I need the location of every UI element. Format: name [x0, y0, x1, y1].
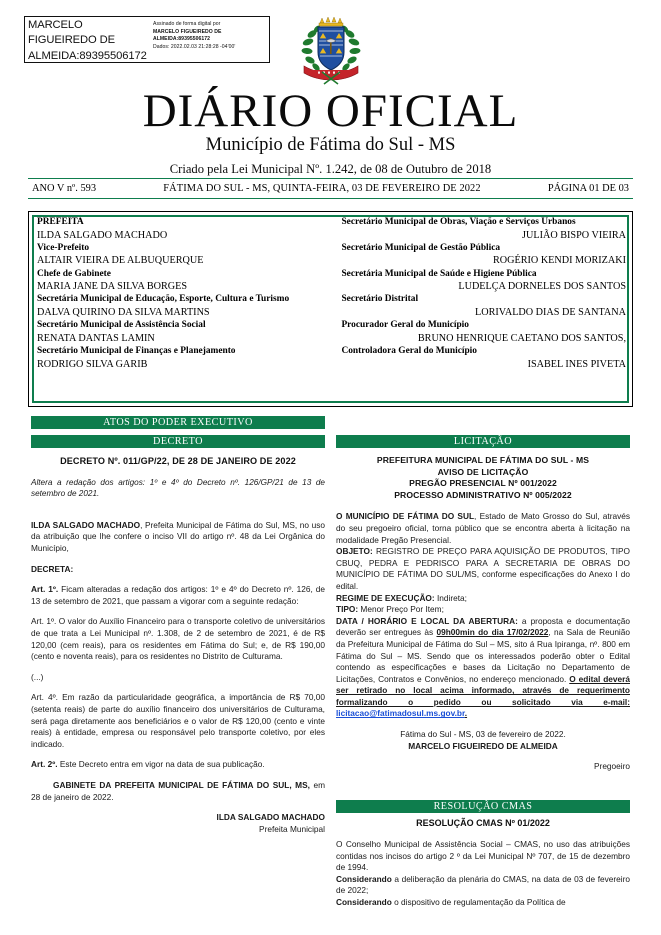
- bidding-regime: [336, 593, 630, 605]
- official-role: Secretária Municipal de Educação, Esporte, Cultura e Turismo: [37, 294, 290, 305]
- decree-article-1-quote: Art. 1º. O valor do Auxílio Financeiro para o transporte coletivo de universitários de que trata a Lei Municipal nº. 1.308, de 2 de setembro de 2021, é de R$ 120,00 (cem reais), para os residentes em Fátima do Sul; e, de R$ 190,00 (cento e noventa reais), para os residentes no Distrito de Culturama.: [31, 616, 325, 662]
- regime-label: REGIME DE EXECUÇÃO:: [336, 592, 435, 603]
- officials-column-left: [37, 216, 325, 402]
- resolution-heading: RESOLUÇÃO CMAS Nº 01/2022: [416, 818, 550, 828]
- decree-signer-role: Prefeita Municipal: [259, 823, 325, 834]
- decree-heading: DECRETO Nº. 011/GP/22, DE 28 DE JANEIRO DE 2022: [60, 456, 296, 466]
- signature-meta-line2: MARCELO FIGUEIREDO DE: [153, 28, 222, 35]
- decree-authority-rest: , Prefeita Municipal de Fátima do Sul, MS, no uso da atribuição que lhe confere o inciso VII do artigo nº. 48 da Lei Orgânica do Município,: [31, 519, 325, 553]
- signature-meta-line1: Assinado de forma digital por: [153, 21, 221, 27]
- decree-preamble: Altera a redação dos artigos: 1º e 4º do Decreto nº. 126/GP/21 de 13 de setembro de 2021.: [31, 478, 325, 499]
- resolution-considerando-2: Considerando o dispositivo de regulamentação da Política de: [336, 896, 566, 907]
- bidding-email-link[interactable]: licitacao@fatimadosul.ms.gov.br: [336, 708, 465, 719]
- official-person: ILDA SALGADO MACHADO: [37, 229, 168, 241]
- bidding-head-line2: AVISO DE LICITAÇÃO: [437, 466, 529, 477]
- signature-metadata: [151, 17, 269, 62]
- decree-signer-name: ILDA SALGADO MACHADO: [216, 812, 325, 823]
- email-period: .: [464, 708, 468, 719]
- official-person: JULIÃO BISPO VIEIRA: [522, 229, 626, 241]
- official-person: LORIVALDO DIAS DE SANTANA: [475, 306, 626, 318]
- bidding-head-line4: PROCESSO ADMINISTRATIVO Nº 005/2022: [394, 489, 572, 500]
- decree-article-1: [31, 584, 325, 607]
- section-bar-licitacao: LICITAÇÃO: [336, 435, 630, 448]
- bidding-objeto: [336, 546, 630, 592]
- coat-of-arms-icon: [298, 14, 364, 88]
- cabinet-bold: GABINETE DA PREFEITA MUNICIPAL DE FÁTIMA DO SUL, MS,: [53, 779, 310, 790]
- decree-authority-name: ILDA SALGADO MACHADO: [31, 519, 141, 530]
- section-bar-atos-poder-executivo: ATOS DO PODER EXECUTIVO: [31, 416, 325, 429]
- right-column: [336, 455, 630, 783]
- objeto-label: OBJETO:: [336, 546, 373, 557]
- official-person: MARIA JANE DA SILVA BORGES: [37, 281, 188, 293]
- official-person: DALVA QUIRINO DA SILVA MARTINS: [37, 306, 210, 318]
- bidding-entity: [336, 511, 630, 546]
- issue-page-number: PÁGINA 01 DE 03: [547, 183, 629, 194]
- official-person: BRUNO HENRIQUE CAETANO DOS SANTOS,: [417, 332, 626, 344]
- data-text-a: a proposta e documentação deverão ser entregues às: [336, 615, 630, 638]
- bidding-entity-bold: O MUNICÍPIO DE FÁTIMA DO SUL: [336, 511, 475, 522]
- resolution-considerando-1: Considerando a deliberação da plenária do CMAS, na data de 03 de fevereiro de 2022;: [336, 873, 630, 896]
- officials-box: [28, 211, 633, 407]
- bidding-head-line1: PREFEITURA MUNICIPAL DE FÁTIMA DO SUL - MS: [376, 455, 590, 465]
- masthead-subtitle: Município de Fátima do Sul - MS: [205, 135, 456, 155]
- left-column: [31, 455, 325, 835]
- official-role: Secretário Municipal de Assistência Social: [37, 320, 206, 331]
- bidding-heading: [336, 455, 630, 501]
- decree-decreta-label: DECRETA:: [31, 563, 74, 574]
- cabinet-rest: em 28 de janeiro de 2022.: [31, 779, 326, 802]
- section-bar-decreto: DECRETO: [31, 435, 325, 448]
- art1-label: Art. 1º.: [31, 584, 59, 595]
- signature-name: MARCELO FIGUEIREDO DE ALMEIDA:89395506172: [28, 19, 147, 62]
- official-role: Secretária Municipal de Saúde e Higiene Pública: [341, 268, 537, 279]
- bidding-signer-name: MARCELO FIGUEIREDO DE ALMEIDA: [408, 740, 558, 751]
- digital-signature-stamp: [24, 16, 270, 63]
- official-person: ISABEL INES PIVETA: [527, 358, 626, 370]
- official-person: LUDELÇA DORNELES DOS SANTOS: [458, 281, 626, 293]
- official-role: Secretário Municipal de Finanças e Planejamento: [37, 345, 236, 356]
- decree-signature-block: [31, 812, 325, 835]
- masthead-law-line: Criado pela Lei Municipal Nº. 1.242, de 08 de Outubro de 2018: [169, 162, 492, 176]
- official-person: ALTAIR VIEIRA DE ALBUQUERQUE: [37, 255, 204, 267]
- bidding-entity-rest: , Estado de Mato Grosso do Sul, através do seu pregoeiro oficial, torna público que se encontra aberta à licitação na modalidade Pregão Presencial.: [336, 511, 630, 545]
- official-role: Secretário Municipal de Obras, Viação e Serviços Urbanos: [341, 217, 576, 227]
- edital-notice: O edital deverá ser retirado no local acima informado, através de requerimento formalizando o pedido ou solicitado via e-mail:: [336, 673, 630, 707]
- bidding-tipo: [336, 604, 630, 616]
- issue-year-number: ANO V nº. 593: [32, 183, 97, 194]
- data-text-b: , na Sala de Reunião da Prefeitura Municipal de Fátima do Sul – MS, sito á Rua Ipiranga, nº. 800 em Fátima do Sul – MS. Sendo que os interessados poderão obter o Edital contendo as especificações e bases da Licitação no Departamento de Licitações, Contratos e Convênios, no endereço mencionado.: [336, 627, 631, 684]
- art2-text: Este Decreto entra em vigor na data de sua publicação.: [57, 759, 265, 770]
- issue-place-date: FÁTIMA DO SUL - MS, QUINTA-FEIRA, 03 DE FEVEREIRO DE 2022: [163, 183, 481, 194]
- bidding-place-date: Fátima do Sul - MS, 03 de fevereiro de 2022.: [400, 729, 566, 740]
- art2-label: Art. 2º.: [31, 759, 58, 770]
- resolution-body: O Conselho Municipal de Assistência Social – CMAS, no uso das atribuições contidas nos incisos do artigo 2 º da Lei Municipal Nº 707, de 15 de dezembro de 1994.: [336, 839, 630, 873]
- official-person: RODRIGO SILVA GARIB: [37, 358, 148, 370]
- signature-meta-line4: Dados: 2022.02.03 21:28:28 -04'00': [153, 43, 236, 50]
- official-person: ROGÉRIO KENDI MORIZAKI: [493, 255, 626, 267]
- issue-bar: [28, 178, 633, 199]
- decree-article-4-quote: Art. 4º. Em razão da particularidade geográfica, a importância de R$ 70,00 (setenta reais) de parte do auxílio financeiro dos universitários de Culturama, será paga diretamente aos beneficiários e o valor de R$ 120,00 (cento e vinte reais) à entidade, empresa ou responsável pelo transporte coletivo, por eles indicado.: [31, 692, 325, 749]
- bidding-signer-role: Pregoeiro: [594, 761, 630, 772]
- official-role: PREFEITA: [37, 217, 84, 227]
- official-role: Controladora Geral do Município: [341, 345, 477, 356]
- decree-cabinet-line: [31, 780, 325, 803]
- data-label: DATA / HORÁRIO E LOCAL DA ABERTURA:: [336, 615, 518, 626]
- bidding-datetime: 09h00min do dia 17/02/2022: [436, 627, 549, 638]
- official-role: Chefe de Gabinete: [37, 268, 111, 279]
- objeto-text: REGISTRO DE PREÇO PARA AQUISIÇÃO DE PRODUTOS, TIPO CBUQ, PEDRA E PEDRISCO PARA A SECRETARIA DE OBRAS DO MUNICÍPIO DE FÁTIMA DO SUL/MS, conforme especificações do Anexo I do edital.: [336, 546, 630, 591]
- section-bar-resolucao-cmas: RESOLUÇÃO CMAS: [336, 800, 630, 813]
- official-role: Secretário Municipal de Gestão Pública: [341, 242, 501, 253]
- decree-article-2: [31, 759, 325, 771]
- official-role: Procurador Geral do Município: [341, 320, 469, 331]
- page-title: DIÁRIO OFICIAL: [142, 85, 519, 137]
- official-role: Vice-Prefeito: [37, 242, 90, 253]
- bidding-data-local: [336, 616, 630, 720]
- regime-text: Indireta;: [434, 592, 467, 603]
- official-role: Secretário Distrital: [341, 294, 419, 305]
- decree-authority: [31, 520, 325, 555]
- masthead: [0, 86, 661, 178]
- tipo-label: TIPO:: [336, 604, 359, 615]
- bidding-head-line3: PREGÃO PRESENCIAL Nº 001/2022: [409, 478, 557, 489]
- official-person: RENATA DANTAS LAMIN: [37, 332, 155, 344]
- resolution-section: [336, 817, 630, 909]
- signature-meta-line3: ALMEIDA:89395506172: [153, 36, 211, 43]
- art1-text: Ficam alteradas a redação dos artigos: 1º e 4º do Decreto nº. 126, de 13 de setembro de 2021, que passam a vigorar com a seguinte redação:: [31, 584, 325, 606]
- officials-column-right: [337, 216, 626, 402]
- tipo-text: Menor Preço Por Item;: [358, 604, 444, 615]
- decree-ellipsis: (...): [31, 671, 44, 682]
